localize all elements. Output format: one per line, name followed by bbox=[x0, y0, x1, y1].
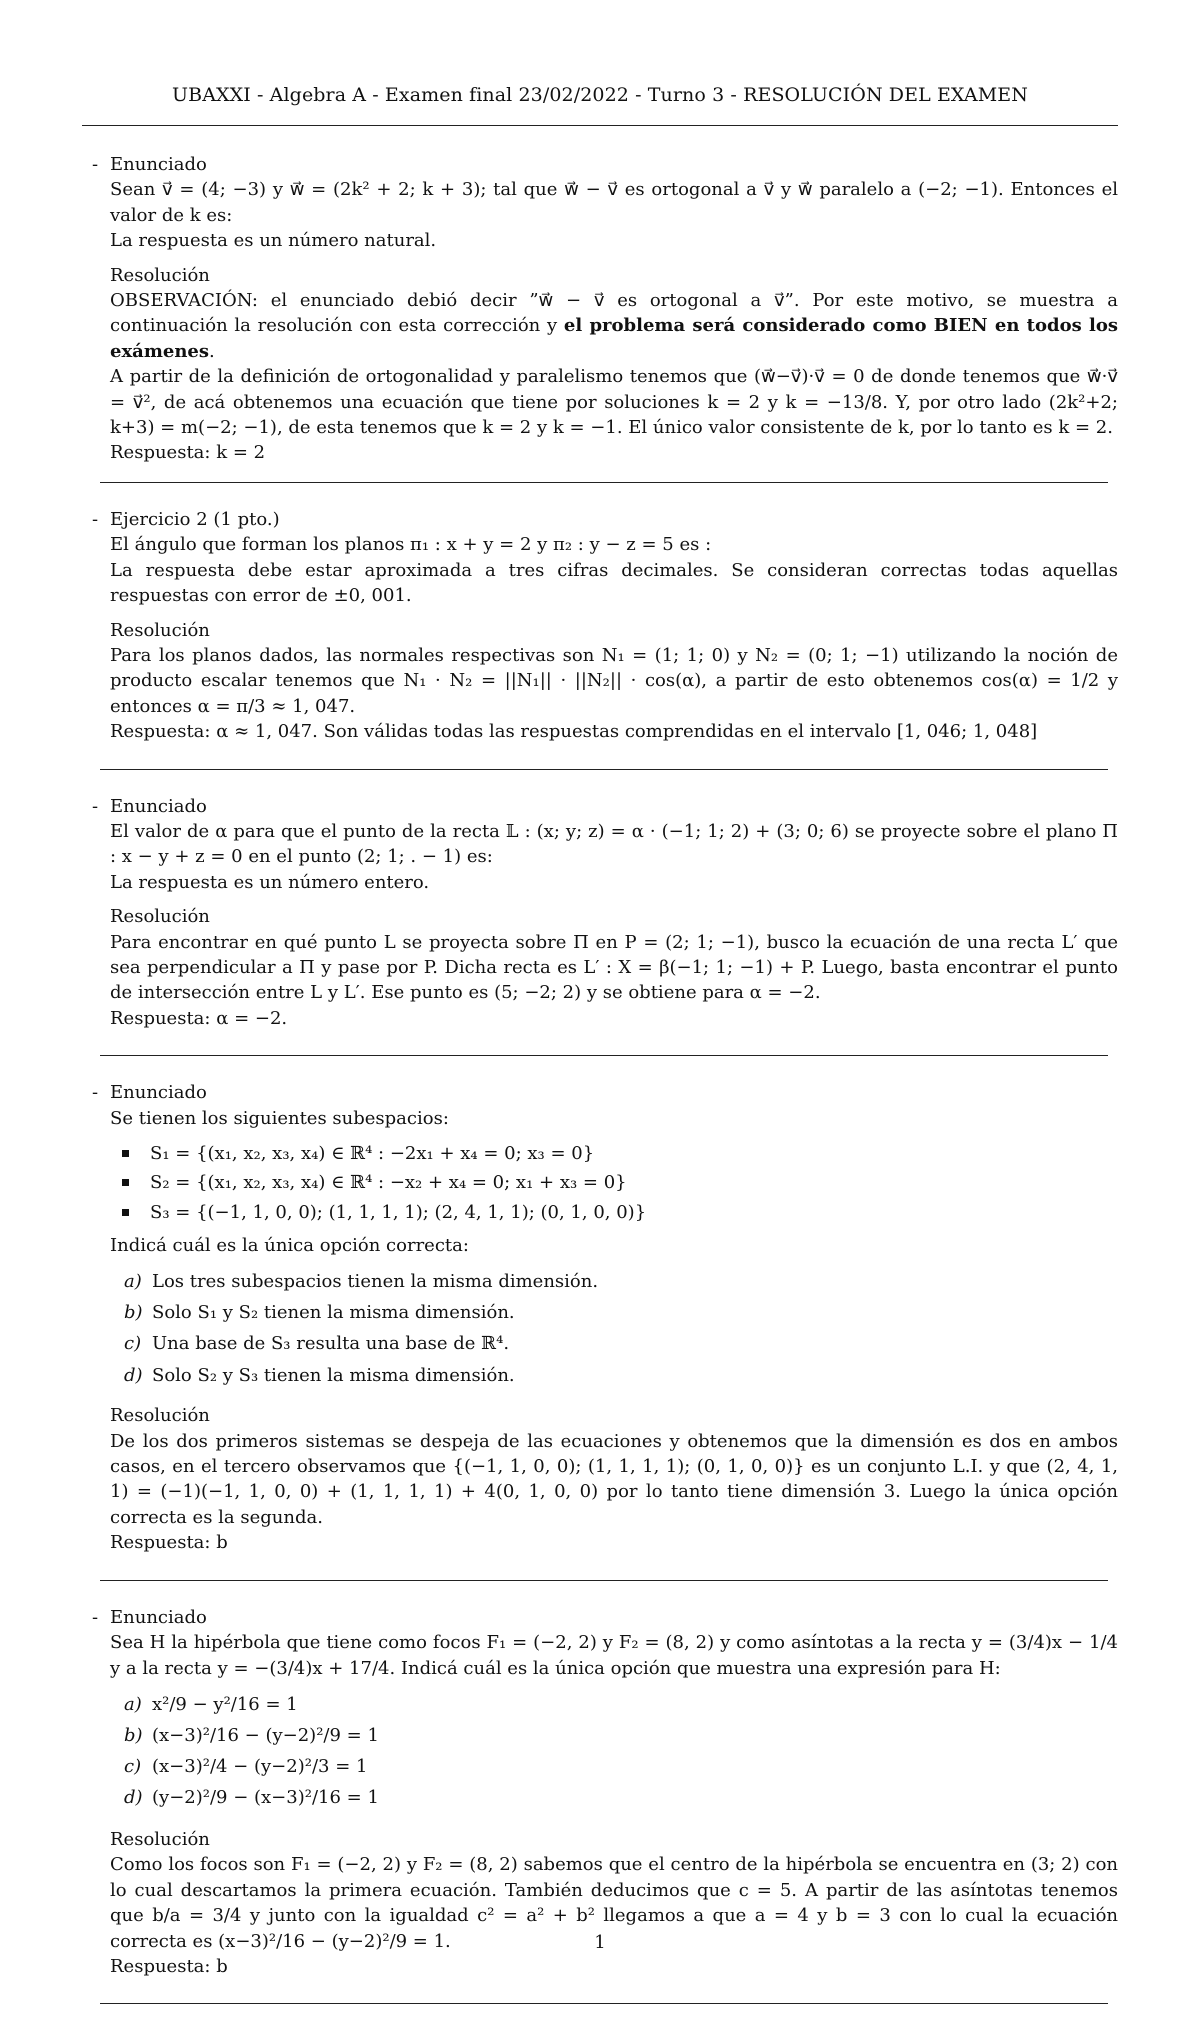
statement-text: Sea H la hipérbola que tiene como focos F₁ = (−2, 2) y F₂ = (8, 2) y como asíntotas a la recta y = (3/4)x − 1/4 y a la recta y = −(3/4)x + 17/4. Indicá cuál es la única opción que muestra una expresión para H: bbox=[110, 1632, 1118, 1679]
answer-note: La respuesta debe estar aproximada a tres cifras decimales. Se consideran correctas todas aquellas respuestas con error de ±0, 001. bbox=[110, 559, 1118, 607]
statement-text: El ángulo que forman los planos π₁ : x + y = 2 y π₂ : y − z = 5 es : bbox=[110, 534, 712, 556]
statement-text: Se tienen los siguientes subespacios: bbox=[110, 1107, 449, 1129]
header-divider bbox=[82, 125, 1118, 126]
options-prompt: Indicá cuál es la única opción correcta: bbox=[110, 1235, 469, 1257]
section-divider bbox=[100, 1580, 1108, 1581]
option-item: a) x²/9 − y²/16 = 1 bbox=[124, 1693, 298, 1715]
bullet-square-icon bbox=[122, 1150, 129, 1157]
page-number: 1 bbox=[594, 1932, 606, 1953]
list-item: S₁ = {(x₁, x₂, x₃, x₄) ∈ ℝ⁴ : −2x₁ + x₄ = 0; x₃ = 0} bbox=[122, 1141, 1118, 1166]
answer-text: Respuesta: α ≈ 1, 047. Son válidas todas las respuestas comprendidas en el intervalo [1, 046; 1, 048] bbox=[110, 721, 1038, 743]
resolution-heading: Resolución bbox=[110, 1405, 210, 1427]
section-3: - Enunciado El valor de α para que el punto de la recta 𝕃 : (x; y; z) = α · (−1; 1; 2) + (3; 0; 6) se proyecte sobre el plano Π : x − y + z = 0 en el punto (2; 1; . − 1) es: La respuesta es un número entero. Resolución Para encontrar en qué punto L se proyecta sobre Π en P = (2; 1; −1), busco la ecuación de una recta L′ que sea perpendicular a Π y pase por P. Dicha recta es L′ : X = β(−1; 1; −1) + P. Luego, basta encontrar el punto de intersección entre L y L′. Ese punto es (5; −2; 2) y se obtiene para α = −2. Respuesta: α = −2. bbox=[110, 794, 1118, 1032]
resolution-text: A partir de la definición de ortogonalidad y paralelismo tenemos que (w⃗−v⃗)·v⃗ = 0 de donde tenemos que w⃗·v⃗ = v⃗², de acá obtenemos una ecuación que tiene por soluciones k = 2 y k = −13/8. Y, por otro lado (2k²+2; k+3) = m(−2; −1), de esta tenemos que k = 2 y k = −1. El único valor consistente de k, por lo tanto es k = 2. bbox=[110, 366, 1118, 439]
answer-text: Respuesta: α = −2. bbox=[110, 1007, 288, 1029]
option-item: d) Solo S₂ y S₃ tienen la misma dimensión. bbox=[124, 1364, 515, 1386]
option-item: c) Una base de S₃ resulta una base de ℝ⁴. bbox=[124, 1333, 510, 1355]
options-list bbox=[124, 1691, 1118, 1812]
list-item: S₃ = {(−1, 1, 0, 0); (1, 1, 1, 1); (2, 4, 1, 1); (0, 1, 0, 0)} bbox=[122, 1200, 1118, 1225]
resolution-heading: Resolución bbox=[110, 906, 210, 928]
statement-text: El valor de α para que el punto de la recta 𝕃 : (x; y; z) = α · (−1; 1; 2) + (3; 0; 6) se proyecte sobre el plano Π : x − y + z = 0 en el punto (2; 1; . − 1) es: bbox=[110, 820, 1118, 868]
resolution-text: Para los planos dados, las normales respectivas son N₁ = (1; 1; 0) y N₂ = (0; 1; −1) utilizando la noción de producto escalar tenemos que N₁ · N₂ = ||N₁|| · ||N₂|| · cos(α), a partir de esto obtenemos cos(α) = 1/2 y entonces α = π/3 ≈ 1, 047. bbox=[110, 644, 1118, 717]
observation-bold-text: el problema será considerado como BIEN en todos los exámenes bbox=[110, 315, 1118, 362]
answer-note: La respuesta es un número natural. bbox=[110, 230, 437, 252]
section-heading: Enunciado bbox=[110, 1606, 207, 1628]
section-2: - Ejercicio 2 (1 pto.) El ángulo que forman los planos π₁ : x + y = 2 y π₂ : y − z = 5 es : La respuesta debe estar aproximada a tres cifras decimales. Se consideran correctas todas aquellas respuestas con error de ±0, 001. Resolución Para los planos dados, las normales respectivas son N₁ = (1; 1; 0) y N₂ = (0; 1; −1) utilizando la noción de producto escalar tenemos que N₁ · N₂ = ||N₁|| · ||N₂|| · cos(α), a partir de esto obtenemos cos(α) = 1/2 y entonces α = π/3 ≈ 1, 047. Respuesta: α ≈ 1, 047. Son válidas todas las respuestas comprendidas en el intervalo [1, 046; 1, 048] bbox=[110, 507, 1118, 745]
resolution-text: Para encontrar en qué punto L se proyecta sobre Π en P = (2; 1; −1), busco la ecuación de una recta L′ que sea perpendicular a Π y pase por P. Dicha recta es L′ : X = β(−1; 1; −1) + P. Luego, basta encontrar el punto de intersección entre L y L′. Ese punto es (5; −2; 2) y se obtiene para α = −2. bbox=[110, 931, 1118, 1004]
subspace-list bbox=[122, 1141, 1118, 1225]
page-header: UBAXXI - Algebra A - Examen final 23/02/2022 - Turno 3 - RESOLUCIÓN DEL EXAMEN bbox=[172, 84, 1028, 106]
resolution-heading: Resolución bbox=[110, 264, 210, 286]
list-item: S₂ = {(x₁, x₂, x₃, x₄) ∈ ℝ⁴ : −x₂ + x₄ = 0; x₁ + x₃ = 0} bbox=[122, 1170, 1118, 1195]
observation-text: OBSERVACIÓN: el enunciado debió decir ”w⃗ − v⃗ es ortogonal a v⃗”. Por este motivo, se muestra a continuación la resolución con esta corrección y el problema será considerado como BIEN en todos los exámenes. bbox=[110, 290, 1118, 362]
section-divider bbox=[100, 2003, 1108, 2004]
exam-content bbox=[92, 152, 1118, 2028]
section-heading: Ejercicio 2 (1 pto.) bbox=[110, 508, 280, 530]
option-item: b) Solo S₁ y S₂ tienen la misma dimensión. bbox=[124, 1302, 515, 1324]
section-1: - Enunciado Sean v⃗ = (4; −3) y w⃗ = (2k² + 2; k + 3); tal que w⃗ − v⃗ es ortogonal a v⃗ y w⃗ paralelo a (−2; −1). Entonces el valor de k es: La respuesta es un número natural. Resolución OBSERVACIÓN: el enunciado debió decir ”w⃗ − v⃗ es ortogonal a v⃗”. Por este motivo, se muestra a continuación la resolución con esta corrección y el problema será considerado como BIEN en todos los exámenes. A partir de la definición de ortogonalidad y paralelismo tenemos que (w⃗−v⃗)·v⃗ = 0 de donde tenemos que w⃗·v⃗ = v⃗², de acá obtenemos una ecuación que tiene por soluciones k = 2 y k = −13/8. Y, por otro lado (2k²+2; k+3) = m(−2; −1), de esta tenemos que k = 2 y k = −1. El único valor consistente de k, por lo tanto es k = 2. Respuesta: k = 2 bbox=[110, 152, 1118, 466]
option-item: a) Los tres subespacios tienen la misma dimensión. bbox=[124, 1270, 599, 1292]
section-heading: Enunciado bbox=[110, 154, 207, 175]
option-item: c) (x−3)²/4 − (y−2)²/3 = 1 bbox=[124, 1755, 368, 1777]
section-5: - Enunciado Sea H la hipérbola que tiene como focos F₁ = (−2, 2) y F₂ = (8, 2) y como asíntotas a la recta y = (3/4)x − 1/4 y a la recta y = −(3/4)x + 17/4. Indicá cuál es la única opción que muestra una expresión para H: a) x²/9 − y²/16 = 1 b) (x−3)²/16 − (y−2)²/9 = 1 c) (x−3)²/4 − (y−2)²/3 = 1 d) (y−2)²/9 − (x−3)²/16 = 1 Resolución Como los focos son F₁ = (−2, 2) y F₂ = (8, 2) sabemos que el centro de la hipérbola se encuentra en (3; 2) con lo cual descartamos la primera ecuación. También deducimos que c = 5. A partir de las asíntotas tenemos que b/a = 3/4 y junto con la igualdad c² = a² + b² llegamos a que a = 4 y b = 3 con lo cual la ecuación correcta es (x−3)²/16 − (y−2)²/9 = 1. Respuesta: b bbox=[110, 1605, 1118, 1980]
answer-text: Respuesta: b bbox=[110, 1955, 228, 1977]
resolution-text: Como los focos son F₁ = (−2, 2) y F₂ = (8, 2) sabemos que el centro de la hipérbola se encuentra en (3; 2) con lo cual descartamos la primera ecuación. También deducimos que c = 5. A partir de las asíntotas tenemos que b/a = 3/4 y junto con la igualdad c² = a² + b² llegamos a que a = 4 y b = 3 con lo cual la ecuación correcta es (x−3)²/16 − (y−2)²/9 = 1. bbox=[110, 1854, 1118, 1952]
section-heading: Enunciado bbox=[110, 795, 207, 817]
answer-note: La respuesta es un número entero. bbox=[110, 871, 430, 893]
answer-text: Respuesta: b bbox=[110, 1532, 228, 1554]
bullet-square-icon bbox=[122, 1179, 129, 1186]
resolution-text: De los dos primeros sistemas se despeja de las ecuaciones y obtenemos que la dimensión es dos en ambos casos, en el tercero observamos que {(−1, 1, 0, 0); (1, 1, 1, 1); (0, 1, 0, 0)} es un conjunto L.I. y que (2, 4, 1, 1) = (−1)(−1, 1, 0, 0) + (1, 1, 1, 1) + 4(0, 1, 0, 0) por lo tanto tiene dimensión 3. Luego la única opción correcta es la segunda. bbox=[110, 1430, 1118, 1528]
option-item: d) (y−2)²/9 − (x−3)²/16 = 1 bbox=[124, 1786, 379, 1808]
section-heading: Enunciado bbox=[110, 1082, 207, 1104]
section-divider bbox=[100, 1055, 1108, 1056]
resolution-heading: Resolución bbox=[110, 1828, 210, 1850]
section-divider bbox=[100, 769, 1108, 770]
resolution-heading: Resolución bbox=[110, 619, 210, 641]
section-divider bbox=[100, 482, 1108, 483]
bullet-square-icon bbox=[122, 1209, 129, 1216]
statement-text: Sean v⃗ = (4; −3) y w⃗ = (2k² + 2; k + 3); tal que w⃗ − v⃗ es ortogonal a v⃗ y w⃗ paralelo a (−2; −1). Entonces el valor de k es: bbox=[110, 179, 1118, 226]
answer-text: Respuesta: k = 2 bbox=[110, 442, 266, 464]
option-item: b) (x−3)²/16 − (y−2)²/9 = 1 bbox=[124, 1724, 379, 1746]
options-list bbox=[124, 1269, 1118, 1389]
section-4: - Enunciado Se tienen los siguientes subespacios: S₁ = {(x₁, x₂, x₃, x₄) ∈ ℝ⁴ : −2x₁ + x₄ = 0; x₃ = 0} S₂ = {(x₁, x₂, x₃, x₄) ∈ ℝ⁴ : −x₂ + x₄ = 0; x₁ + x₃ = 0} S₃ = {(−1, 1, 0, 0); (1, 1, 1, 1); (2, 4, 1, 1); (0, 1, 0, 0)} Indicá cuál es la única opción correcta: a) Los tres subespacios tienen la misma dimensión. b) Solo S₁ y S₂ tienen la misma dimensión. c) Una base de S₃ resulta una base de ℝ⁴. d) Solo S₂ y S₃ tienen la misma dimensión. Resolución De los dos primeros sistemas se despeja de las ecuaciones y obtenemos que la dimensión es dos en ambos casos, en el tercero observamos que {(−1, 1, 0, 0); (1, 1, 1, 1); (0, 1, 0, 0)} es un conjunto L.I. y que (2, 4, 1, 1) = (−1)(−1, 1, 0, 0) + (1, 1, 1, 1) + 4(0, 1, 0, 0) por lo tanto tiene dimensión 3. Luego la única opción correcta es la segunda. Respuesta: b bbox=[110, 1080, 1118, 1556]
